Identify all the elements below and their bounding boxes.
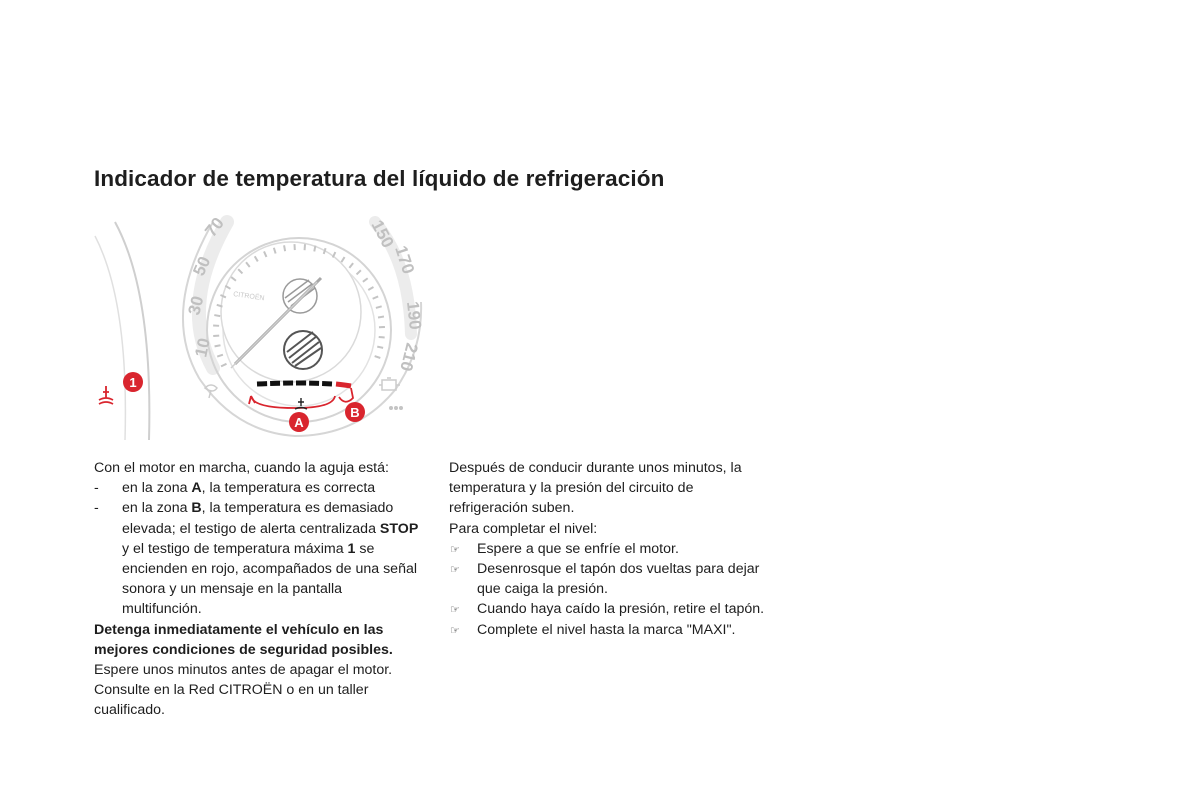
dial-tick [375,356,381,358]
dash-marker: - [94,480,99,497]
pointing-hand-icon: ☞ [450,564,460,577]
svg-text:A: A [294,415,304,430]
list-item: - en la zona A, la temperatura es correcta [94,478,424,498]
dots-icon [389,406,403,410]
dashboard-illustration [95,213,425,440]
dial-tick [378,317,384,318]
dial-tick [341,257,344,262]
warning-text: Detenga inmediatamente el vehículo en las mejores condiciones de seguridad posibles. [94,621,393,658]
temperature-scale-normal [257,383,333,384]
speed-label: 30 [184,294,208,317]
callout-a [289,412,309,432]
step-item: ☞ Complete el nivel hasta la marca "MAXI". [449,620,779,640]
dial-tick [214,315,220,316]
dial-tick [314,246,315,252]
intro-text: Con el motor en marcha, cuando la aguja está: [94,460,389,476]
speed-label: 70 [201,213,228,241]
dial-tick [373,296,379,298]
dial-tick [363,278,368,282]
fill-intro: Para completar el nivel: [449,520,598,537]
left-column [94,458,424,721]
pointing-hand-icon: ☞ [450,624,460,637]
dash-marker: - [94,500,99,517]
page-title: Indicador de temperatura del líquido de refrigeración [94,166,665,191]
pointing-hand-icon: ☞ [450,543,460,556]
callout-b [345,402,365,422]
dial-tick [368,287,373,290]
step-item: ☞ Cuando haya caído la presión, retire el tapón. [449,599,779,619]
svg-text:B: B [350,405,360,420]
speed-label: 10 [191,336,214,359]
speed-label: 150 [367,216,398,251]
dial-tick [377,347,383,348]
dial-tick [349,263,353,268]
svg-text:1: 1 [129,375,137,390]
wait-text: Espere unos minutos antes de apagar el motor. [94,662,393,679]
dial-tick [215,345,221,346]
brand-logo-text: CITROËN [232,291,265,303]
temperature-scale-hot [336,384,351,386]
right-column [449,458,779,640]
dial-tick [376,306,382,308]
dial-tick [357,270,361,274]
step-item: ☞ Desenrosque el tapón dos vueltas para dejar que caiga la presión. [450,561,760,598]
pressure-text: Después de conducir durante unos minutos, la temperatura y la presión del circuito de refrigeración suben. [449,460,742,517]
callout-1 [123,372,143,392]
coolant-temperature-icon [99,386,113,404]
dealer-text: Consulte en la Red CITROËN o en un taller cualificado. [94,682,369,719]
dial-tick [284,245,285,251]
dial-tick [379,337,385,338]
speed-label: 170 [391,243,419,277]
dial-tick [221,364,226,367]
dial-tick [217,355,223,357]
speed-label: 190 [403,300,425,331]
list-item: - en la zona B, la temperatura es demasiado elevada; el testigo de alerta centralizada STOP y el testigo de temperatura máxima 1 se encienden en rojo, acompañados de una señal sonora y un mensaje en la pantalla multifunción. [94,500,419,618]
speed-label: 210 [396,341,422,374]
pointing-hand-icon: ☞ [450,604,460,617]
step-item: ☞ Espere a que se enfríe el motor. [449,539,779,559]
speed-label: 50 [189,253,215,279]
oil-can-icon [205,385,217,398]
